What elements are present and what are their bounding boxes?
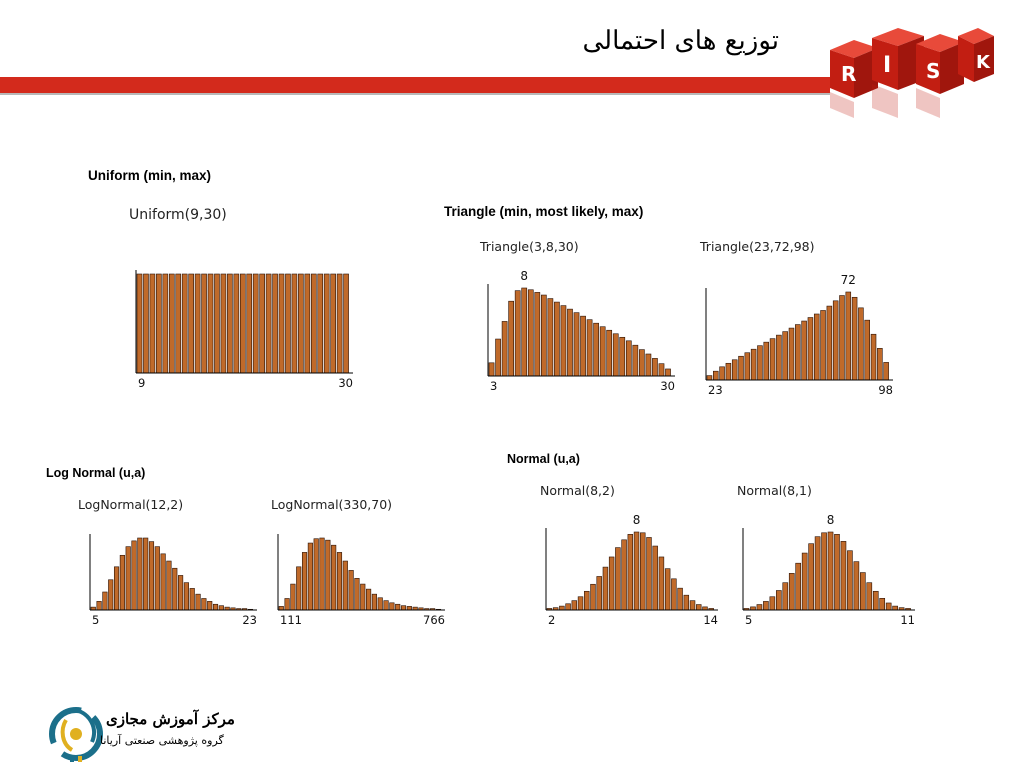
histogram-bar [202, 598, 207, 610]
histogram-bar [143, 538, 148, 610]
histogram-bar [852, 297, 857, 380]
x-max-label: 14 [703, 613, 718, 627]
histogram-bar [137, 274, 142, 373]
histogram-bar [720, 367, 725, 380]
histogram-bar [597, 576, 602, 610]
normal2-chart [737, 512, 917, 630]
histogram-bar [665, 369, 670, 376]
x-max-label: 23 [242, 613, 257, 627]
histogram-bar [884, 362, 889, 380]
histogram-bar [161, 554, 166, 610]
histogram-bar [190, 588, 195, 610]
histogram-bar [318, 274, 323, 373]
histogram-bar [841, 541, 846, 610]
histogram-bar [783, 583, 788, 610]
histogram-bar [182, 274, 187, 373]
histogram-bar [783, 332, 788, 380]
uniform-chart-label: Uniform(9,30) [129, 207, 227, 223]
histogram-bar [528, 290, 533, 376]
x-min-label: 111 [280, 613, 302, 627]
histogram-bar [574, 313, 579, 376]
histogram-bar [626, 341, 631, 376]
histogram-bar [665, 569, 670, 610]
histogram-bar [860, 573, 865, 610]
triangle1-chart [482, 268, 677, 396]
histogram-bar [671, 579, 676, 610]
histogram-bar [273, 274, 278, 373]
histogram-bar [587, 320, 592, 376]
histogram-bar [509, 301, 514, 376]
histogram-bar [489, 363, 494, 376]
histogram-bar [302, 552, 307, 610]
histogram-bar [751, 349, 756, 380]
histogram-bar [207, 601, 212, 610]
section-normal-title: Normal (u,a) [507, 452, 580, 466]
risk-dice-logo [826, 22, 996, 122]
histogram-bar [240, 274, 245, 373]
uniform-chart [130, 268, 355, 393]
histogram-bar [559, 606, 564, 610]
histogram-bar [554, 302, 559, 376]
histogram-bar [163, 274, 168, 373]
histogram-bar [707, 376, 712, 380]
histogram-bar [633, 345, 638, 376]
die-r [830, 40, 878, 98]
histogram-bar [757, 346, 762, 380]
normal1-chart-label: Normal(8,2) [540, 483, 615, 498]
lognormal2-chart-label: LogNormal(330,70) [271, 497, 393, 512]
footer-org-sub: گروه پژوهشی صنعتی آریانا [100, 734, 224, 747]
histogram-bar [320, 538, 325, 610]
die-s [916, 34, 964, 94]
histogram-bar [634, 532, 639, 610]
histogram-bar [195, 274, 200, 373]
histogram-bar [522, 288, 527, 376]
histogram-bar [395, 604, 400, 610]
histogram-bar [745, 353, 750, 380]
histogram-bar [739, 356, 744, 380]
histogram-bar [659, 557, 664, 610]
histogram-bar [291, 584, 296, 610]
histogram-bar [865, 320, 870, 380]
histogram-bar [659, 364, 664, 376]
histogram-bar [867, 583, 872, 610]
histogram-bar [331, 274, 336, 373]
histogram-bar [757, 605, 762, 610]
x-max-label: 766 [423, 613, 445, 627]
histogram-bar [776, 591, 781, 611]
histogram-bar [653, 546, 658, 610]
histogram-bar [132, 541, 137, 610]
histogram-bar [227, 274, 232, 373]
histogram-bar [789, 573, 794, 610]
histogram-bar [279, 274, 284, 373]
histogram-bar [678, 588, 683, 610]
histogram-bar [208, 274, 213, 373]
histogram-bar [802, 553, 807, 610]
lognormal2-chart [272, 532, 447, 630]
header-red-bar [0, 77, 830, 93]
histogram-bar [167, 561, 172, 610]
histogram-bar [169, 274, 174, 373]
histogram-bar [572, 601, 577, 610]
triangle1-chart-label: Triangle(3,8,30) [480, 239, 579, 254]
histogram-bar [628, 534, 633, 610]
histogram-bar [622, 540, 627, 610]
histogram-bar [378, 598, 383, 610]
histogram-bar [776, 335, 781, 380]
histogram-bar [607, 330, 612, 376]
histogram-bar [285, 274, 290, 373]
histogram-bar [515, 291, 520, 376]
histogram-bar [314, 539, 319, 610]
histogram-bar [858, 308, 863, 380]
histogram-bar [337, 552, 342, 610]
peak-value-label: 8 [826, 513, 835, 527]
histogram-bar [384, 601, 389, 610]
histogram-bar [143, 274, 148, 373]
histogram-bar [770, 339, 775, 380]
histogram-bar [156, 274, 161, 373]
histogram-bar [808, 318, 813, 380]
histogram-bar [234, 274, 239, 373]
histogram-bar [502, 321, 507, 376]
die-letter: I [883, 53, 892, 78]
arianna-logo-icon [46, 700, 106, 764]
peak-value-label: 8 [520, 269, 529, 283]
histogram-bar [827, 306, 832, 380]
histogram-bar [355, 578, 360, 610]
lognormal1-chart [84, 532, 259, 630]
histogram-bar [834, 534, 839, 610]
die-letter: K [976, 52, 990, 73]
histogram-bar [615, 548, 620, 610]
die-letter: S [926, 59, 941, 83]
histogram-bar [609, 557, 614, 610]
normal1-chart [540, 512, 720, 630]
section-lognormal-title: Log Normal (u,a) [46, 466, 146, 480]
histogram-bar [324, 274, 329, 373]
histogram-bar [815, 537, 820, 610]
histogram-bar [690, 601, 695, 610]
histogram-bar [886, 603, 891, 610]
histogram-bar [846, 292, 851, 380]
histogram-bar [213, 604, 218, 610]
histogram-bar [833, 301, 838, 380]
x-min-label: 2 [548, 613, 556, 627]
histogram-bar [567, 309, 572, 376]
histogram-bar [149, 542, 154, 610]
histogram-bar [361, 584, 366, 610]
histogram-bar [401, 606, 406, 610]
histogram-bar [840, 296, 845, 380]
histogram-bar [176, 274, 181, 373]
histogram-bar [103, 592, 108, 610]
histogram-bar [822, 533, 827, 610]
histogram-bar [311, 274, 316, 373]
histogram-bar [541, 295, 546, 376]
histogram-bar [789, 328, 794, 380]
histogram-bar [260, 274, 265, 373]
histogram-bar [331, 545, 336, 610]
histogram-bar [796, 563, 801, 610]
histogram-bar [795, 325, 800, 380]
histogram-bar [764, 342, 769, 380]
x-min-label: 3 [490, 379, 498, 393]
histogram-bar [407, 606, 412, 610]
histogram-bar [763, 601, 768, 610]
histogram-bar [620, 337, 625, 376]
histogram-bar [732, 360, 737, 380]
histogram-bar [202, 274, 207, 373]
footer-org-name: مرکز آموزش مجازی [106, 710, 235, 728]
histogram-bar [221, 274, 226, 373]
x-min-label: 5 [745, 613, 753, 627]
histogram-bar [366, 589, 371, 610]
histogram-bar [584, 591, 589, 610]
histogram-bar [155, 547, 160, 610]
histogram-bar [581, 316, 586, 376]
histogram-bar [97, 601, 102, 610]
x-min-label: 9 [138, 376, 146, 390]
histogram-bar [173, 568, 178, 610]
histogram-bar [279, 606, 284, 610]
histogram-bar [640, 533, 645, 610]
histogram-bar [600, 327, 605, 376]
section-uniform-title: Uniform (min, max) [88, 168, 212, 183]
normal2-chart-label: Normal(8,1) [737, 483, 812, 498]
die-letter: R [841, 62, 857, 86]
histogram-bar [594, 323, 599, 376]
histogram-bar [337, 274, 342, 373]
histogram-bar [390, 603, 395, 610]
die-k [958, 28, 994, 82]
histogram-bar [372, 594, 377, 610]
histogram-bar [893, 606, 898, 610]
peak-value-label: 72 [840, 273, 856, 287]
histogram-bar [802, 321, 807, 380]
histogram-bar [126, 547, 131, 610]
section-triangle-title: Triangle (min, most likely, max) [444, 204, 644, 219]
histogram-bar [120, 555, 125, 610]
histogram-bar [613, 334, 618, 376]
histogram-bar [219, 606, 224, 610]
histogram-bar [646, 354, 651, 376]
histogram-bar [652, 358, 657, 376]
histogram-bar [639, 350, 644, 376]
histogram-bar [298, 274, 303, 373]
histogram-bar [847, 551, 852, 610]
histogram-bar [496, 339, 501, 376]
peak-value-label: 8 [632, 513, 641, 527]
histogram-bar [184, 583, 189, 610]
lognormal1-chart-label: LogNormal(12,2) [78, 497, 184, 512]
histogram-bar [814, 314, 819, 380]
histogram-bar [713, 371, 718, 380]
histogram-bar [647, 537, 652, 610]
histogram-bar [343, 561, 348, 610]
histogram-bar [548, 299, 553, 376]
histogram-bar [696, 605, 701, 610]
histogram-bar [809, 544, 814, 610]
histogram-bar [349, 570, 354, 610]
histogram-bar [877, 348, 882, 380]
histogram-bar [150, 274, 155, 373]
histogram-bar [591, 584, 596, 610]
histogram-bar [253, 274, 258, 373]
header-bar-shadow [0, 93, 830, 95]
histogram-bar [684, 595, 689, 610]
histogram-bar [880, 598, 885, 610]
histogram-bar [308, 543, 313, 610]
triangle2-chart [700, 272, 895, 400]
histogram-bar [578, 597, 583, 610]
histogram-bar [138, 538, 143, 610]
histogram-bar [828, 532, 833, 610]
histogram-bar [535, 292, 540, 376]
x-max-label: 30 [660, 379, 675, 393]
histogram-bar [326, 540, 331, 610]
triangle2-chart-label: Triangle(23,72,98) [700, 239, 815, 254]
histogram-bar [871, 334, 876, 380]
histogram-bar [296, 567, 301, 610]
histogram-bar [189, 274, 194, 373]
histogram-bar [266, 274, 271, 373]
histogram-bar [726, 363, 731, 380]
x-max-label: 30 [338, 376, 353, 390]
x-min-label: 23 [708, 383, 723, 397]
histogram-bar [196, 594, 201, 610]
x-min-label: 5 [92, 613, 100, 627]
histogram-bar [821, 310, 826, 380]
histogram-bar [561, 306, 566, 376]
histogram-bar [292, 274, 297, 373]
page-title: توزیع های احتمالی [582, 26, 779, 56]
histogram-bar [770, 597, 775, 610]
x-max-label: 98 [878, 383, 893, 397]
histogram-bar [305, 274, 310, 373]
histogram-bar [873, 591, 878, 610]
histogram-bar [178, 575, 183, 610]
histogram-bar [214, 274, 219, 373]
histogram-bar [247, 274, 252, 373]
histogram-bar [108, 580, 113, 610]
histogram-bar [285, 598, 290, 610]
x-max-label: 11 [900, 613, 915, 627]
histogram-bar [114, 567, 119, 610]
histogram-bar [603, 567, 608, 610]
histogram-bar [854, 562, 859, 610]
histogram-bar [344, 274, 349, 373]
histogram-bar [566, 604, 571, 610]
